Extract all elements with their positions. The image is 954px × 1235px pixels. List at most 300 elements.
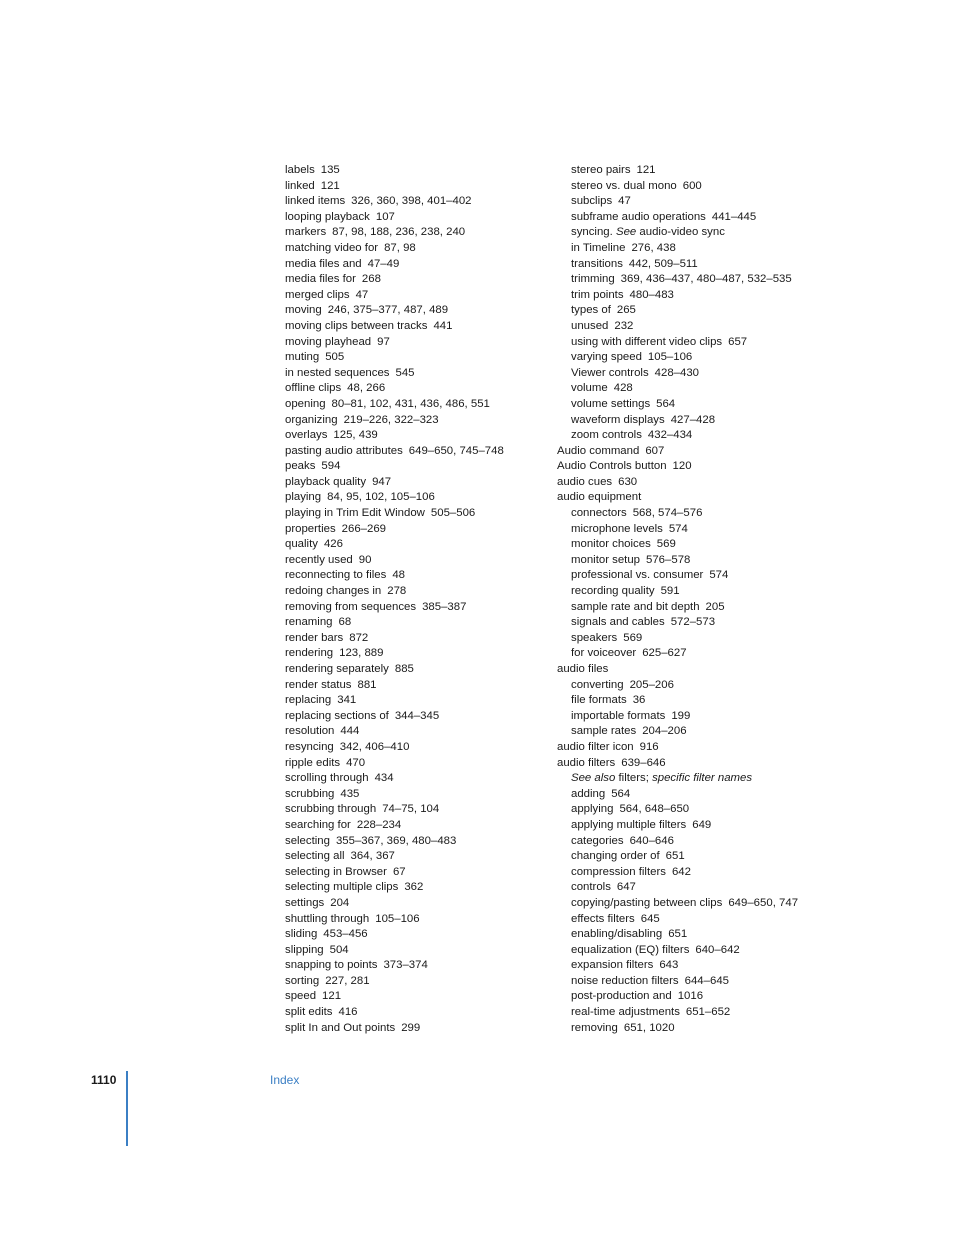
index-term: selecting multiple clips [285, 881, 399, 894]
index-pages: 266–269 [341, 522, 387, 535]
index-entry [285, 179, 555, 195]
index-pages: 574 [709, 569, 729, 582]
index-term: connectors [571, 507, 627, 520]
index-entry [285, 989, 555, 1005]
index-pages: 642 [671, 865, 691, 878]
index-term: removing [571, 1021, 618, 1034]
index-term: controls [571, 881, 611, 894]
section-label: Index [270, 1073, 300, 1087]
index-pages: 645 [640, 912, 660, 925]
index-term: looping playback [285, 210, 370, 223]
index-entry [285, 506, 555, 522]
index-term: adding [571, 787, 606, 800]
index-term: importable formats [571, 709, 666, 722]
index-entry [285, 413, 555, 429]
index-entry [557, 678, 857, 694]
index-entry [557, 444, 857, 460]
index-pages: 453–456 [323, 928, 368, 941]
index-entry [285, 646, 555, 662]
index-pages: 470 [346, 756, 366, 769]
index-pages: 228–234 [356, 818, 402, 831]
page-number: 1110 [91, 1073, 117, 1087]
see-target: audio-video sync [639, 226, 725, 239]
index-term: applying [571, 803, 614, 816]
index-term: in nested sequences [285, 366, 390, 379]
index-pages: 651 [668, 928, 688, 941]
index-term: media files and [285, 257, 362, 270]
index-pages: 385–387 [422, 600, 467, 613]
index-term: muting [285, 351, 320, 364]
index-term: resolution [285, 725, 335, 738]
index-entry [285, 709, 555, 725]
index-pages: 48, 266 [347, 382, 386, 395]
index-term: resyncing [285, 740, 334, 753]
index-term: types of [571, 304, 611, 317]
index-entry [557, 179, 857, 195]
index-entry [557, 553, 857, 569]
index-term: searching for [285, 818, 351, 831]
index-entry [557, 865, 857, 881]
index-pages: 121 [320, 179, 340, 192]
index-entry [285, 818, 555, 834]
index-pages: 428–430 [654, 366, 700, 379]
index-entry [285, 584, 555, 600]
index-term: enabling/disabling [571, 928, 663, 941]
index-pages: 505 [325, 351, 345, 364]
index-term: converting [571, 678, 624, 691]
index-pages: 204 [330, 896, 350, 909]
index-pages: 947 [372, 475, 392, 488]
index-pages: 344–345 [394, 709, 440, 722]
index-term: playing in Trim Edit Window [285, 507, 425, 520]
index-pages: 651, 1020 [623, 1021, 675, 1034]
index-entry [557, 709, 857, 725]
index-entry [557, 257, 857, 273]
index-term: Audio command [557, 444, 640, 457]
index-entry [557, 818, 857, 834]
index-pages: 505–506 [430, 507, 476, 520]
index-entry [557, 880, 857, 896]
index-term: scrolling through [285, 772, 369, 785]
index-term: ripple edits [285, 756, 341, 769]
index-pages: 121 [636, 164, 656, 176]
index-entry [557, 802, 857, 818]
index-entry [285, 771, 555, 787]
index-pages: 87, 98 [384, 241, 416, 254]
index-entry [557, 303, 857, 319]
index-pages: 48 [392, 569, 405, 582]
index-entry [285, 366, 555, 382]
index-term: moving [285, 304, 322, 317]
index-term: renaming [285, 616, 333, 629]
index-pages: 564 [611, 787, 631, 800]
index-term: volume settings [571, 397, 651, 410]
index-entry [285, 381, 555, 397]
index-term: rendering separately [285, 663, 389, 675]
index-term: removing from sequences [285, 600, 417, 613]
index-term: audio cues [557, 475, 613, 488]
index-pages: 572–573 [670, 616, 716, 629]
index-pages: 219–226, 322–323 [343, 413, 439, 426]
index-entry [557, 756, 857, 772]
index-pages: 123, 889 [339, 647, 384, 660]
index-entry [557, 584, 857, 600]
see-target-extra: specific filter names [652, 772, 753, 785]
index-pages: 651–652 [685, 1006, 731, 1019]
index-pages: 427–428 [670, 413, 716, 426]
index-pages: 268 [361, 273, 381, 286]
index-term: settings [285, 896, 325, 909]
index-pages: 107 [375, 210, 395, 223]
index-term: copying/pasting between clips [571, 896, 723, 909]
index-pages: 432–434 [647, 429, 693, 442]
index-entry [285, 740, 555, 756]
index-term: equalization (EQ) filters [571, 943, 690, 956]
index-term: peaks [285, 460, 316, 473]
index-term: unused [571, 319, 609, 332]
index-term: sample rates [571, 725, 637, 738]
index-entry [557, 210, 857, 226]
index-pages: 651 [665, 850, 685, 863]
index-term: moving playhead [285, 335, 372, 348]
index-pages: 574 [668, 522, 688, 535]
index-term: varying speed [571, 351, 642, 364]
see-reference: See also [571, 772, 616, 785]
index-pages: 649–650, 745–748 [408, 444, 504, 457]
index-pages: 276, 438 [631, 241, 676, 254]
index-entry [285, 272, 555, 288]
index-term: scrubbing [285, 787, 335, 800]
index-entry [557, 428, 857, 444]
index-entry [557, 506, 857, 522]
index-term: matching video for [285, 241, 379, 254]
index-entry [557, 600, 857, 616]
index-entry [285, 802, 555, 818]
index-pages: 120 [672, 460, 692, 473]
index-pages: 105–106 [647, 351, 693, 364]
index-entry [557, 896, 857, 912]
index-pages: 647 [616, 881, 636, 894]
index-entry [285, 615, 555, 631]
index-term: zoom controls [571, 429, 642, 442]
index-term: speakers [571, 631, 618, 644]
index-entry [557, 740, 857, 756]
index-entry [557, 490, 857, 506]
index-term: Viewer controls [571, 366, 649, 379]
index-term: waveform displays [571, 413, 665, 426]
index-pages: 607 [645, 444, 665, 457]
index-term: subclips [571, 195, 613, 208]
index-pages: 362 [404, 881, 424, 894]
index-entry [285, 475, 555, 491]
index-pages: 441–445 [711, 210, 757, 223]
index-entry [285, 397, 555, 413]
index-entry [285, 335, 555, 351]
index-pages: 135 [320, 164, 340, 176]
index-pages: 125, 439 [333, 429, 378, 442]
index-term: real-time adjustments [571, 1006, 680, 1019]
index-pages: 569 [623, 631, 643, 644]
index-column-left [285, 163, 555, 1036]
index-term: signals and cables [571, 616, 665, 629]
index-term: file formats [571, 694, 627, 707]
index-entry [285, 1021, 555, 1037]
index-pages: 643 [659, 959, 679, 972]
index-pages: 657 [728, 335, 748, 348]
index-entry [285, 662, 555, 678]
index-pages: 47 [618, 195, 631, 208]
index-pages: 426 [323, 538, 343, 551]
index-entry [557, 366, 857, 382]
index-pages: 881 [357, 678, 377, 691]
index-term: offline clips [285, 382, 342, 395]
index-entry [557, 958, 857, 974]
index-entry [285, 974, 555, 990]
index-term: compression filters [571, 865, 666, 878]
index-term: shuttling through [285, 912, 370, 925]
index-term: transitions [571, 257, 623, 270]
index-entry [285, 288, 555, 304]
index-pages: 591 [660, 585, 680, 598]
index-term: media files for [285, 273, 356, 286]
index-term: labels [285, 164, 315, 176]
index-entry [557, 288, 857, 304]
index-entry [285, 350, 555, 366]
index-pages: 373–374 [383, 959, 428, 972]
index-pages: 441 [433, 319, 453, 332]
index-pages: 121 [322, 990, 342, 1003]
index-term: expansion filters [571, 959, 654, 972]
index-term: monitor setup [571, 553, 641, 566]
index-pages: 205 [705, 600, 725, 613]
index-entry [285, 756, 555, 772]
index-term: redoing changes in [285, 585, 382, 598]
index-term: properties [285, 522, 336, 535]
index-entry [285, 693, 555, 709]
index-entry [557, 381, 857, 397]
index-entry [285, 865, 555, 881]
index-pages: 87, 98, 188, 236, 238, 240 [332, 226, 466, 239]
index-pages: 428 [613, 382, 633, 395]
index-term: Audio Controls button [557, 460, 667, 473]
index-pages: 47 [355, 288, 369, 301]
index-term: rendering [285, 647, 334, 660]
index-entry [557, 631, 857, 647]
index-entry [285, 459, 555, 475]
index-pages: 68 [338, 616, 352, 629]
index-term: categories [571, 834, 624, 847]
index-pages: 625–627 [642, 647, 687, 660]
index-column-right [557, 163, 857, 1036]
index-pages: 299 [401, 1021, 421, 1034]
index-pages: 649 [692, 818, 712, 831]
index-pages: 600 [682, 179, 702, 192]
index-entry [557, 568, 857, 584]
index-pages: 326, 360, 398, 401–402 [351, 195, 472, 208]
index-pages: 564, 648–650 [619, 803, 690, 816]
index-entry [557, 397, 857, 413]
index-term: effects filters [571, 912, 635, 925]
index-term: linked [285, 179, 315, 192]
index-entry [285, 163, 555, 179]
index-term: noise reduction filters [571, 974, 679, 987]
index-entry [285, 943, 555, 959]
index-pages: 341 [337, 694, 357, 707]
index-pages: 369, 436–437, 480–487, 532–535 [620, 273, 792, 286]
index-entry [557, 272, 857, 288]
index-pages: 1016 [677, 990, 704, 1003]
index-entry [557, 615, 857, 631]
index-pages: 885 [394, 663, 414, 675]
index-entry [285, 537, 555, 553]
index-pages: 84, 95, 102, 105–106 [327, 491, 435, 504]
index-term: moving clips between tracks [285, 319, 428, 332]
index-term: audio filters [557, 756, 616, 769]
index-entry [557, 319, 857, 335]
index-pages: 916 [639, 740, 659, 753]
index-entry [285, 210, 555, 226]
index-pages: 36 [632, 694, 646, 707]
index-entry [557, 475, 857, 491]
index-pages: 434 [374, 772, 394, 785]
index-term: microphone levels [571, 522, 663, 535]
index-pages: 504 [329, 943, 349, 956]
index-pages: 364, 367 [350, 850, 395, 863]
index-entry [557, 350, 857, 366]
index-term: split In and Out points [285, 1021, 396, 1034]
index-entry [557, 927, 857, 943]
index-term: monitor choices [571, 538, 651, 551]
index-term: replacing sections of [285, 709, 389, 722]
index-entry [285, 896, 555, 912]
index-pages: 569 [656, 538, 676, 551]
index-term: post-production and [571, 990, 672, 1003]
index-entry [285, 241, 555, 257]
index-term: using with different video clips [571, 335, 723, 348]
index-entry [557, 537, 857, 553]
index-entry [557, 241, 857, 257]
index-pages: 442, 509–511 [628, 257, 698, 270]
index-term: subframe audio operations [571, 210, 706, 223]
index-entry [557, 974, 857, 990]
index-entry [557, 225, 857, 241]
index-entry [285, 724, 555, 740]
index-entry [285, 568, 555, 584]
index-term: overlays [285, 429, 328, 442]
index-entry [557, 787, 857, 803]
index-term: replacing [285, 694, 332, 707]
index-pages: 630 [618, 475, 638, 488]
index-entry [557, 943, 857, 959]
index-entry [557, 459, 857, 475]
index-pages: 545 [395, 366, 415, 379]
index-term: reconnecting to files [285, 569, 387, 582]
index-term: selecting all [285, 850, 345, 863]
index-entry [285, 787, 555, 803]
index-pages: 649–650, 747 [728, 896, 799, 909]
index-pages: 246, 375–377, 487, 489 [327, 304, 449, 317]
index-pages: 640–646 [629, 834, 674, 847]
index-entry [285, 1005, 555, 1021]
index-term: split edits [285, 1006, 333, 1019]
index-term: selecting [285, 834, 330, 847]
index-term: recording quality [571, 585, 655, 598]
index-pages: 47–49 [367, 257, 400, 270]
index-term: scrubbing through [285, 803, 377, 816]
index-term: audio equipment [557, 491, 642, 504]
index-entry [285, 678, 555, 694]
index-pages: 444 [340, 725, 360, 738]
index-entry [557, 771, 857, 787]
index-entry [285, 631, 555, 647]
index-term: volume [571, 382, 608, 395]
index-entry [285, 303, 555, 319]
index-pages: 80–81, 102, 431, 436, 486, 551 [331, 397, 490, 410]
index-pages: 594 [321, 460, 341, 473]
index-entry [557, 834, 857, 850]
index-entry [285, 522, 555, 538]
index-entry [557, 989, 857, 1005]
footer-divider [126, 1071, 128, 1146]
index-entry [557, 662, 857, 678]
index-term: syncing. [571, 226, 613, 239]
index-entry [557, 849, 857, 865]
index-term: stereo vs. dual mono [571, 179, 677, 192]
index-pages: 227, 281 [325, 974, 370, 987]
index-entry [557, 693, 857, 709]
index-pages: 355–367, 369, 480–483 [335, 834, 457, 847]
index-term: changing order of [571, 850, 660, 863]
index-term: slipping [285, 943, 324, 956]
index-entry [557, 724, 857, 740]
index-term: audio files [557, 663, 609, 675]
index-pages: 278 [387, 585, 407, 598]
index-term: sorting [285, 974, 320, 987]
index-pages: 435 [340, 787, 360, 800]
index-entry [285, 849, 555, 865]
index-entry [557, 1005, 857, 1021]
index-entry [285, 880, 555, 896]
index-term: sliding [285, 928, 318, 941]
index-pages: 639–646 [621, 756, 666, 769]
index-pages: 67 [392, 865, 406, 878]
index-term: sample rate and bit depth [571, 600, 700, 613]
index-term: applying multiple filters [571, 818, 687, 831]
index-entry [285, 553, 555, 569]
index-pages: 640–642 [695, 943, 740, 956]
index-pages: 199 [671, 709, 691, 722]
index-term: opening [285, 397, 326, 410]
index-term: render bars [285, 631, 344, 644]
index-entry [557, 912, 857, 928]
index-term: recently used [285, 553, 353, 566]
index-term: render status [285, 678, 352, 691]
index-entry [557, 335, 857, 351]
index-term: for voiceover [571, 647, 637, 660]
index-term: selecting in Browser [285, 865, 387, 878]
index-entry [285, 834, 555, 850]
index-term: organizing [285, 413, 338, 426]
index-pages: 265 [616, 304, 636, 317]
index-pages: 232 [614, 319, 634, 332]
see-target: filters; [618, 772, 649, 785]
index-pages: 576–578 [646, 553, 691, 566]
index-entry [285, 444, 555, 460]
index-pages: 204–206 [642, 725, 687, 738]
index-term: linked items [285, 195, 346, 208]
index-term: speed [285, 990, 317, 1003]
index-term: stereo pairs [571, 164, 631, 176]
